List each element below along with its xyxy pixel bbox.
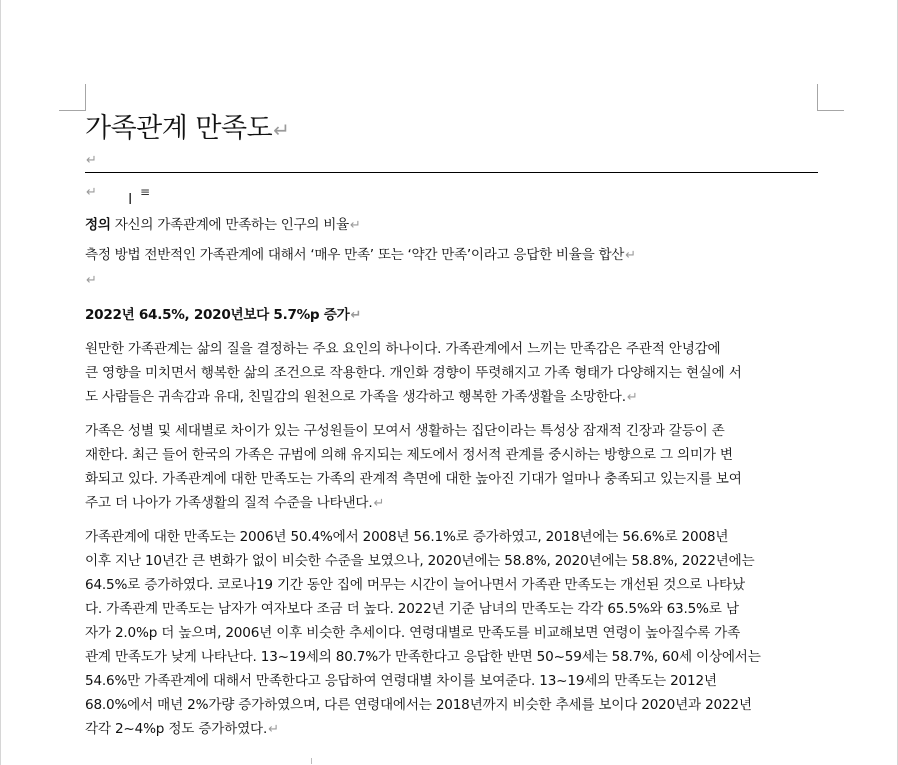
- paragraph-line: 68.0%에서 매년 2%가량 증가하였으며, 다른 연령대에서는 2018년까지 비슷한 추세를 보이다 2020년과 2022년: [85, 697, 752, 713]
- measurement-text: 측정 방법 전반적인 가족관계에 대해서 ‘매우 만족’ 또는 ‘약간 만족’이라고 응답한 비율을 합산: [85, 247, 625, 263]
- paragraph-line: 다. 가족관계 만족도는 남자가 여자보다 조금 더 높다. 2022년 기준 남녀의 만족도는 각각 65.5%와 63.5%로 남: [85, 601, 739, 617]
- definition-label: 정의: [85, 217, 111, 233]
- margin-corner-top-right: [817, 84, 844, 111]
- document-title[interactable]: 가족관계 만족도↵: [85, 113, 290, 144]
- paragraph-mark-icon: ↵: [86, 273, 97, 288]
- paragraph-line: 자가 2.0%p 더 높으며, 2006년 이후 비슷한 추세이다. 연령대별로 만족도를 비교해보면 연령이 높아질수록 가족: [85, 625, 741, 641]
- layout-options-icon[interactable]: ≡: [140, 185, 151, 199]
- paragraph-line: 54.6%만 가족관계에 대해서 만족한다고 응답하여 연령대별 차이를 보여준다. 13~19세의 만족도는 2012년: [85, 673, 717, 689]
- paragraph-line: 관계 만족도가 낮게 나타난다. 13~19세의 80.7%가 만족한다고 응답한 반면 50~59세는 58.7%, 60세 이상에서는: [85, 649, 761, 665]
- paragraph-mark-icon: ↵: [268, 722, 279, 737]
- text-cursor-icon: I: [128, 190, 133, 208]
- paragraph-line: 이후 지난 10년간 큰 변화가 없이 비슷한 수준을 보였으나, 2020년에는 58.8%, 2020년에는 58.8%, 2022년에는: [85, 553, 755, 569]
- paragraph-line: 각각 2~4%p 정도 증가하였다.↵: [85, 721, 279, 737]
- paragraph-mark-icon: ↵: [86, 153, 97, 168]
- paragraph-line: 가족은 성별 및 세대별로 차이가 있는 구성원들이 모여서 생활하는 집단이라는 특성상 잠재적 긴장과 갈등이 존: [85, 423, 725, 439]
- measurement-line[interactable]: [85, 243, 636, 263]
- paragraph-mark-icon: ↵: [86, 185, 97, 200]
- paragraph-mark-icon: ↵: [350, 308, 362, 323]
- body-paragraph-2[interactable]: [85, 419, 818, 516]
- paragraph-mark-icon: ↵: [626, 390, 638, 405]
- page-edge-tick: [311, 758, 312, 764]
- definition-text: 자신의 가족관계에 만족하는 인구의 비율: [110, 217, 349, 233]
- paragraph-line: 화되고 있다. 가족관계에 대한 만족도는 가족의 관계적 측면에 대한 높아진 기대가 얼마나 충족되고 있는지를 보여: [85, 471, 742, 487]
- title-underline-rule: [85, 172, 818, 173]
- margin-corner-top-left: [59, 84, 86, 111]
- body-paragraph-3[interactable]: [85, 525, 818, 742]
- body-paragraph-1[interactable]: [85, 337, 818, 410]
- paragraph-mark-icon: ↵: [273, 118, 290, 142]
- paragraph-line: 큰 영향을 미치면서 행복한 삶의 조건으로 작용한다. 개인화 경향이 뚜렷해지고 가족 형태가 다양해지는 현실에 서: [85, 365, 742, 381]
- paragraph-mark-icon: ↵: [625, 248, 636, 263]
- definition-line[interactable]: [85, 213, 361, 233]
- paragraph-line: 원만한 가족관계는 삶의 질을 결정하는 주요 요인의 하나이다. 가족관계에서 느끼는 만족감은 주관적 안녕감에: [85, 341, 721, 357]
- paragraph-line: 가족관계에 대한 만족도는 2006년 50.4%에서 2008년 56.1%로 증가하였고, 2018년에는 56.6%로 2008년: [85, 529, 729, 545]
- paragraph-line: 64.5%로 증가하였다. 코로나19 기간 동안 집에 머무는 시간이 늘어나면서 가족관 만족도는 개선된 것으로 나타났: [85, 577, 745, 593]
- paragraph-mark-icon: ↵: [349, 218, 361, 233]
- paragraph-line: 재한다. 최근 들어 한국의 가족은 규범에 의해 유지되는 제도에서 정서적 관계를 중시하는 방향으로 그 의미가 변: [85, 447, 733, 463]
- paragraph-mark-icon: ↵: [373, 496, 385, 511]
- headline[interactable]: 2022년 64.5%, 2020년보다 5.7%p 증가↵: [85, 307, 362, 323]
- paragraph-line: 도 사람들은 귀속감과 유대, 친밀감의 원천으로 가족을 생각하고 행복한 가족생활을 소망한다.↵: [85, 389, 638, 405]
- paragraph-line: 주고 더 나아가 가족생활의 질적 수준을 나타낸다.↵: [85, 495, 385, 511]
